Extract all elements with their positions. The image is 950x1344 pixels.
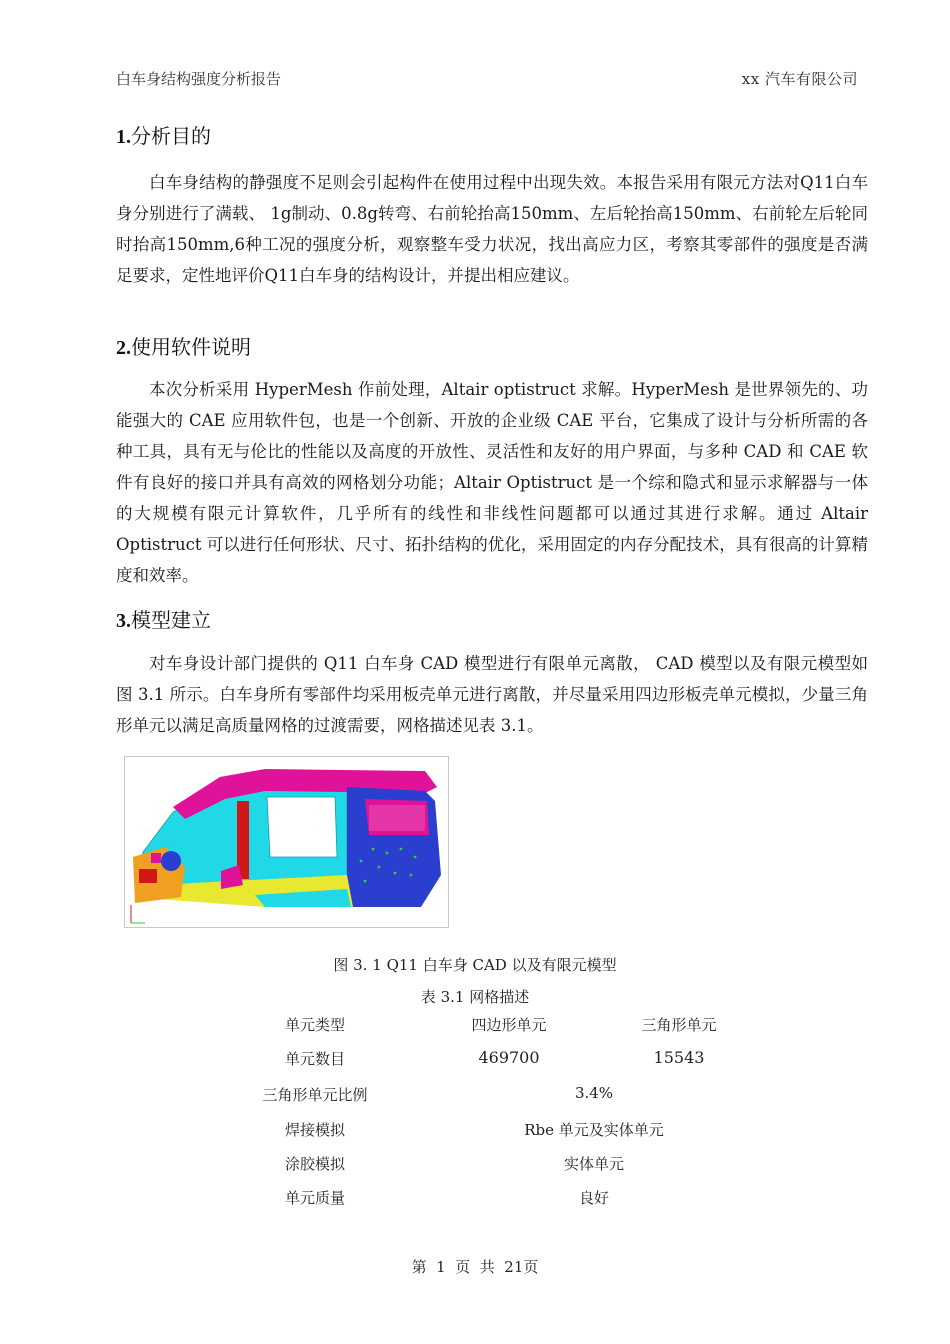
table-cell: 焊接模拟 <box>284 1121 345 1139</box>
section-heading-2 <box>116 331 251 360</box>
table-cell: 良好 <box>578 1189 609 1207</box>
page-footer: 第 1 页 共 21页 <box>411 1258 539 1276</box>
table-cell: 15543 <box>653 1048 705 1067</box>
table-cell: 涂胶模拟 <box>284 1155 345 1173</box>
car-body-model-figure <box>124 756 449 928</box>
section-paragraph-2: 本次分析采用 HyperMesh 作前处理，Altair optistruct 求解。HyperMesh 是世界领先的、功能强大的 CAE 应用软件包，也是一个创新、开放的企业级 CAE 平台，它集成了设计与分析所需的各种工具，具有无与伦比的性能以及高度的开放性、灵活性和友好的用户界面，与多种 CAD 和 CAE 软件有良好的接口并具有高效的网格划分功能；Altair Optistruct 是一个综和隐式和显示求解器与一体的大规模有限元计算软件，几乎所有的线性和非线性问题都可以通过其进行求解。通过 Altair Optistruct 可以进行任何形状、尺寸、拓扑结构的优化，采用固定的内存分配技术，具有很高的计算精度和效率。 <box>116 380 868 585</box>
section-heading-3 <box>116 604 211 633</box>
section-number: 1. <box>116 126 131 148</box>
table-cell: 469700 <box>478 1048 540 1067</box>
section-paragraph-3: 对车身设计部门提供的 Q11 白车身 CAD 模型进行有限单元离散， CAD 模型以及有限元模型如图 3.1 所示。白车身所有零部件均采用板壳单元进行离散，并尽量采用四边形板壳单元模拟，少量三角形单元以满足高质量网格的过渡需要，网格描述见表 3.1。 <box>116 654 868 735</box>
section-title: 使用软件说明 <box>131 335 251 359</box>
car-body-model-image <box>125 757 448 927</box>
table-cell: 单元数目 <box>284 1050 345 1068</box>
section-number: 3. <box>116 610 131 632</box>
table-caption: 表 3.1 网格描述 <box>420 988 530 1006</box>
section-paragraph-1: 白车身结构的静强度不足则会引起构件在使用过程中出现失效。本报告采用有限元方法对Q11白车身分别进行了满载、 1g制动、0.8g转弯、右前轮抬高150mm、左后轮抬高150mm、右前轮左后轮同时抬高150mm,6种工况的强度分析，观察整车受力状况，找出高应力区，考察其零部件的强度是否满足要求，定性地评价Q11白车身的结构设计，并提出相应建议。 <box>116 173 868 285</box>
section-title: 模型建立 <box>131 608 211 632</box>
table-cell: 三角形单元 <box>641 1016 717 1034</box>
table-cell: 单元质量 <box>284 1189 345 1207</box>
table-cell: 四边形单元 <box>471 1016 547 1034</box>
table-cell: 3.4% <box>574 1084 614 1102</box>
section-title: 分析目的 <box>131 124 211 148</box>
section-heading-1 <box>116 120 211 149</box>
section-number: 2. <box>116 337 131 359</box>
figure-caption: 图 3. 1 Q11 白车身 CAD 以及有限元模型 <box>333 956 617 974</box>
header-company: xx 汽车有限公司 <box>741 70 858 88</box>
table-cell: Rbe 单元及实体单元 <box>524 1121 664 1139</box>
table-cell: 三角形单元比例 <box>262 1086 368 1104</box>
table-cell: 实体单元 <box>563 1155 624 1173</box>
header-title: 白车身结构强度分析报告 <box>116 70 282 88</box>
table-cell: 单元类型 <box>284 1016 345 1034</box>
